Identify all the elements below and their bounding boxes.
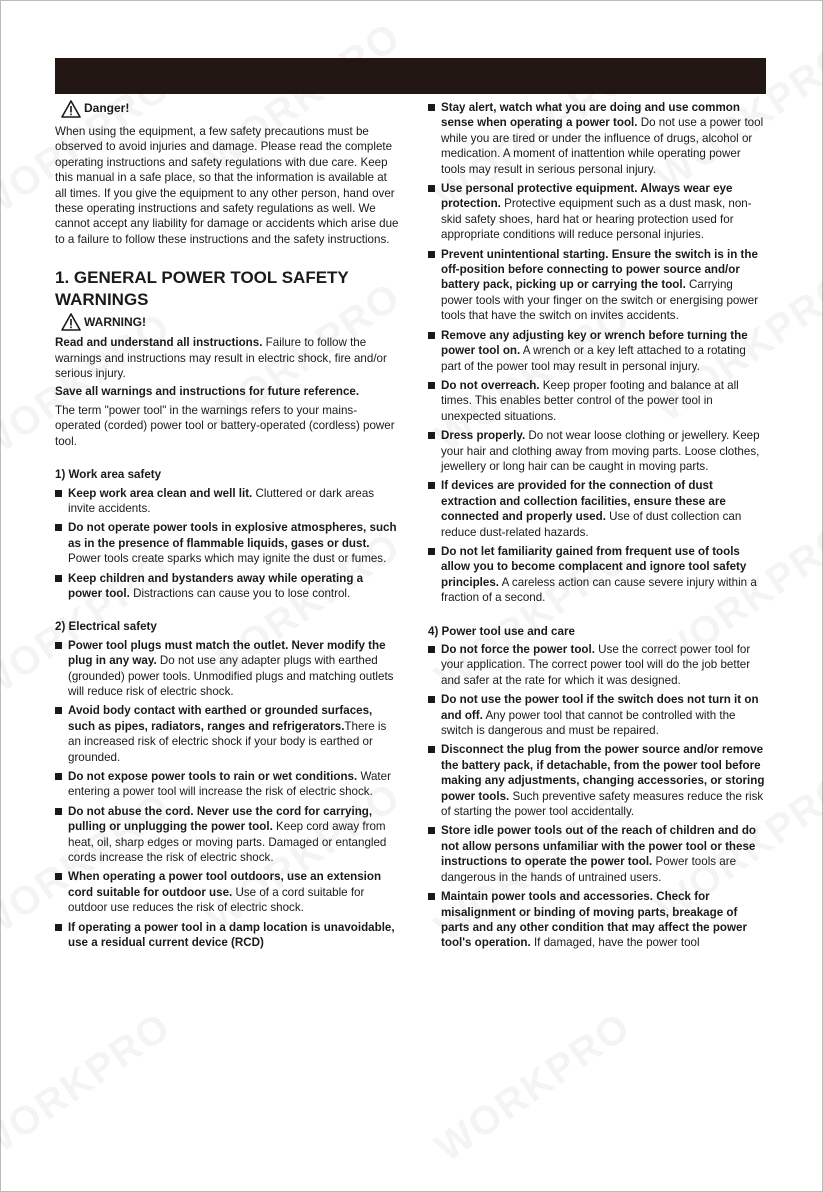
list-item (428, 478, 766, 540)
danger-label: Danger! (84, 101, 130, 116)
read-instructions-paragraph (55, 335, 400, 381)
list-item (428, 642, 766, 688)
read-instructions-text: Failure to follow the warnings and instructions may result in electric shock, fire and/or serious injury. (55, 336, 387, 381)
list-item-text: Do not wear loose clothing or jewellery. Keep your hair and clothing away from moving parts. Loose clothes, jewellery or long hair can be caught in moving parts. (441, 429, 760, 473)
list-item (55, 703, 400, 765)
warning-triangle-icon (61, 313, 81, 331)
list-item-text: Do not use a power tool while you are tired or under the influence of drugs, alcohol or medication. A moment of inattention while operating power tools may result in serious personal injury. (441, 116, 764, 176)
list-item-text: Distractions can cause you to lose control. (129, 586, 351, 600)
list-item-text: Protective equipment such as a dust mask, non-skid safety shoes, hard hat or hearing protection used for appropriate conditions will reduce personal injuries. (441, 197, 752, 242)
list-item-bold: When operating a power tool outdoors, use an extension cord suitable for outdoor use. (68, 870, 382, 899)
electrical-title: 2) Electrical safety (55, 620, 157, 634)
danger-heading (61, 100, 400, 118)
list-item (55, 486, 400, 517)
list-item-bold: Do not force the power tool. (441, 643, 595, 656)
list-item-text: Use of a cord suitable for outdoor use reduces the risk of electric shock. (68, 885, 365, 915)
list-item (428, 378, 766, 424)
list-item-bold: Do not let familiarity gained from frequent use of tools allow you to become complacent and ignore tool safety principles. (441, 544, 747, 589)
list-item-text: Power tools are dangerous in the hands of untrained users. (441, 855, 737, 884)
list-item (428, 742, 766, 819)
list-item (428, 544, 766, 606)
list-item-bold: Disconnect the plug from the power source and/or remove the battery pack, if detachable, from the power tool before making any adjustments, changing accessories, or storing power tools. (441, 743, 765, 803)
save-warnings-bold: Save all warnings and instructions for future reference. (55, 385, 360, 399)
list-item-bold: Do not operate power tools in explosive atmospheres, such as in the presence of flammable liquids, gases or dust. (68, 521, 397, 550)
list-item-text: Power tools create sparks which may ignite the dust or fumes. (68, 552, 387, 566)
warning-triangle-icon (61, 100, 81, 118)
list-item (428, 247, 766, 324)
list-item-text: Keep cord away from heat, oil, sharp edges or moving parts. Damaged or entangled cords increase the risk of electric shock. (68, 820, 387, 865)
list-item-text: Cluttered or dark areas invite accidents. (68, 486, 375, 515)
list-item (55, 571, 400, 602)
list-item-bold: If devices are provided for the connection of dust extraction and collection facilities, ensure these are connected and properly used. (441, 479, 726, 524)
list-item (55, 804, 400, 866)
list-item (55, 520, 400, 566)
list-item-bold: Do not abuse the cord. Never use the cord for carrying, pulling or unplugging the power tool. (68, 804, 373, 834)
list-item-bold: If operating a power tool in a damp location is unavoidable, use a residual current device (RCD) (68, 920, 395, 950)
right-column (428, 100, 766, 955)
header-bar (55, 58, 766, 94)
list-item (55, 769, 400, 800)
list-item-text: Carrying power tools with your finger on the switch or energising power tools that have the switch on invites accidents. (441, 278, 759, 323)
list-item (428, 181, 766, 243)
section-title: 1. GENERAL POWER TOOL SAFETY WARNINGS (55, 268, 349, 310)
term-paragraph: The term "power tool" in the warnings refers to your mains-operated (corded) power tool or battery-operated (cordless) power tool. (55, 403, 395, 448)
list-item (428, 692, 766, 738)
list-item-text: There is an increased risk of electric shock if your body is earthed or grounded. (68, 719, 387, 764)
list-item (55, 869, 400, 915)
list-item-text: Do not use any adapter plugs with earthed (grounded) power tools. Unmodified plugs and matching outlets will reduce risk of electric shock. (68, 654, 394, 698)
list-item-bold: Use personal protective equipment. Always wear eye protection. (441, 182, 733, 211)
list-item-bold: Keep children and bystanders away while operating a power tool. (68, 571, 364, 600)
warning-heading (61, 313, 400, 331)
list-item-bold: Power tool plugs must match the outlet. Never modify the plug in any way. (68, 638, 386, 668)
list-item-text: Any power tool that cannot be controlled with the switch is dangerous and must be repaired. (441, 708, 736, 738)
list-item-text: If damaged, have the power tool (530, 936, 700, 950)
list-item (428, 823, 766, 885)
list-item-text: Use of dust collection can reduce dust-related hazards. (441, 510, 742, 539)
save-warnings-paragraph (55, 384, 400, 399)
list-item-text: Use the correct power tool for your application. The correct power tool will do the job better and safer at the rate for which it was designed. (441, 643, 751, 687)
list-item-text: Keep proper footing and balance at all times. This enables better control of the power tool in unexpected situations. (441, 378, 739, 423)
work-area-title: 1) Work area safety (55, 468, 162, 482)
list-item (55, 638, 400, 700)
power-tool-title: 4) Power tool use and care (428, 624, 575, 638)
list-item (428, 100, 766, 177)
list-item-bold: Store idle power tools out of the reach of children and do not allow persons unfamiliar with the power tool or these instructions to operate the power tool. (441, 824, 756, 869)
list-item-bold: Avoid body contact with earthed or grounded surfaces, such as pipes, radiators, ranges and refrigerators. (68, 704, 373, 733)
list-item-bold: Prevent unintentional starting. Ensure the switch is in the off-position before connecting to power source and/or battery pack, picking up or carrying the tool. (441, 247, 758, 292)
list-item-bold: Keep work area clean and well lit. (68, 486, 253, 500)
list-item (55, 920, 400, 951)
intro-paragraph: When using the equipment, a few safety precautions must be observed to avoid injuries and damage. Please read the complete operating instructions and safety regulations with due care. Keep this manual in a safe place, so that the information is available at all times. If you give the equipment to any other person, hand over these operating instructions and safety regulations as well. We cannot accept any liability for damage or accidents which arise due to a failure to follow these instructions and the safety instructions. (55, 125, 399, 246)
list-item-bold: Do not use the power tool if the switch does not turn it on and off. (441, 693, 759, 722)
list-item (428, 328, 766, 374)
list-item-bold: Do not overreach. (441, 378, 540, 392)
list-item-bold: Maintain power tools and accessories. Check for misalignment or binding of moving parts, breakage of parts and any other condition that may affect the power tool's operation. (441, 890, 747, 950)
list-item-bold: Dress properly. (441, 429, 526, 443)
list-item-bold: Remove any adjusting key or wrench before turning the power tool on. (441, 328, 748, 358)
read-instructions-bold: Read and understand all instructions. (55, 336, 263, 350)
warning-label: WARNING! (84, 314, 146, 329)
list-item-text: Such preventive safety measures reduce the risk of starting the power tool accidentally. (441, 789, 764, 819)
list-item (428, 428, 766, 474)
list-item-text: A wrench or a key left attached to a rotating part of the power tool may result in personal injury. (441, 344, 746, 373)
list-item-text: A careless action can cause severe injury within a fraction of a second. (441, 575, 757, 605)
list-item-bold: Stay alert, watch what you are doing and use common sense when operating a power tool. (441, 101, 740, 130)
left-column (55, 100, 400, 954)
list-item-bold: Do not expose power tools to rain or wet conditions. (68, 770, 358, 783)
list-item-text: Water entering a power tool will increase the risk of electric shock. (68, 770, 391, 799)
list-item (428, 889, 766, 951)
